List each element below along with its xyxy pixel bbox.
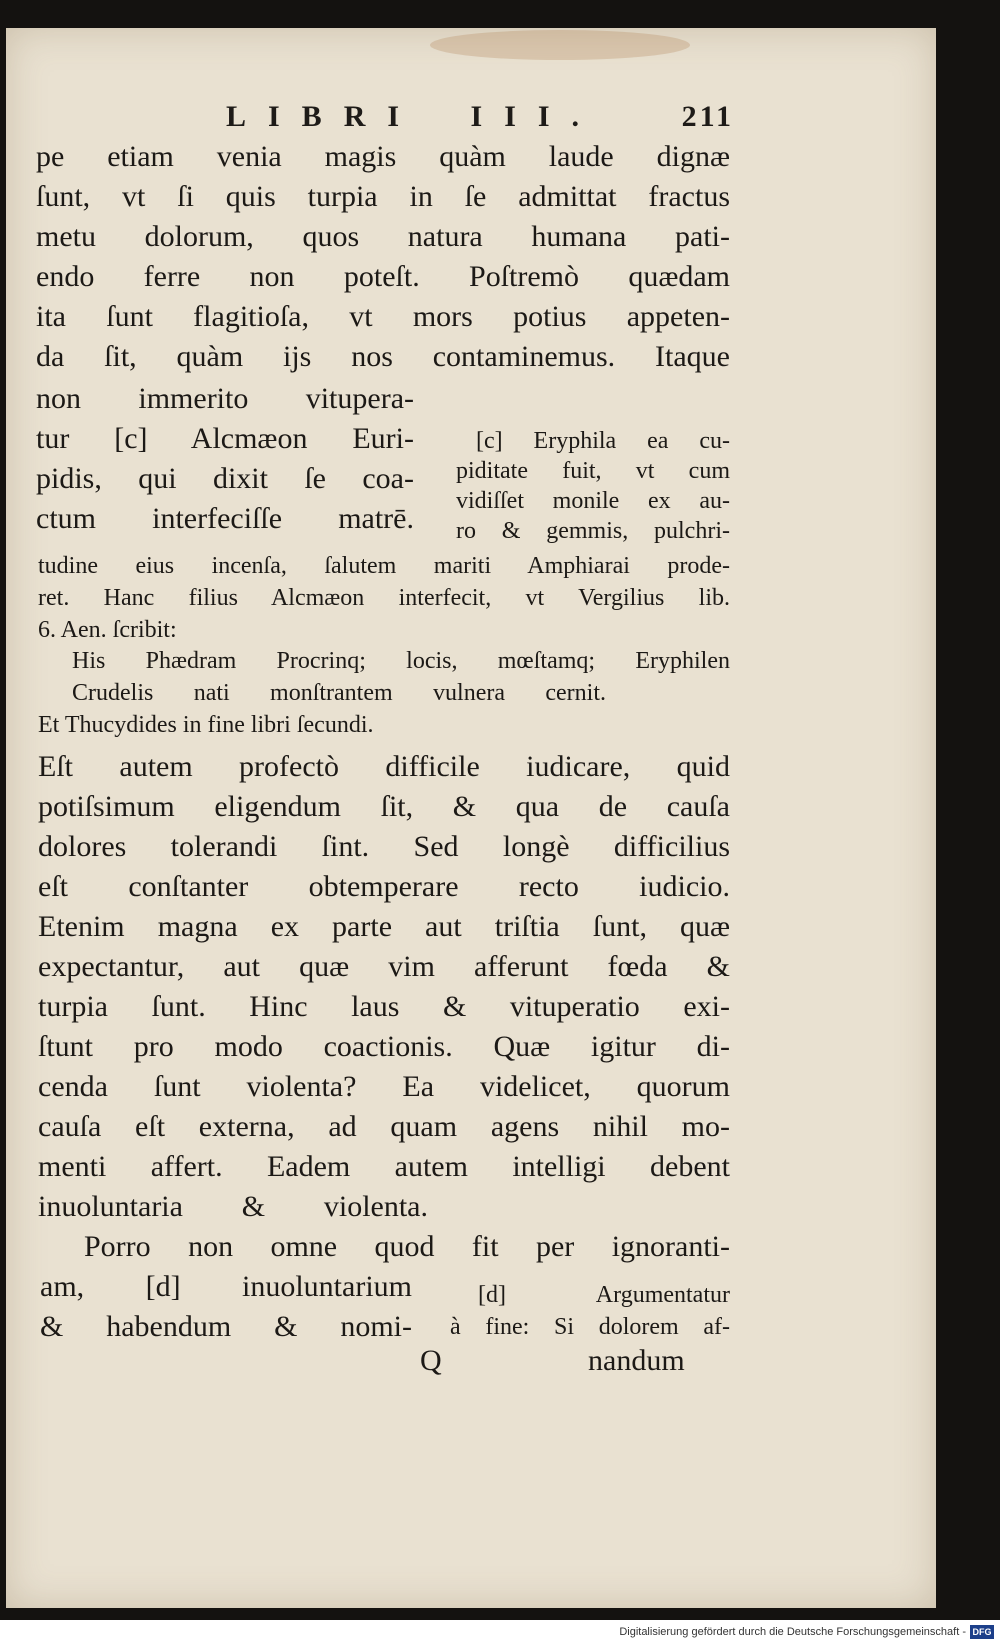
note-line: tudine eius incenſa, ſalutem mariti Amphiarai prode- — [38, 553, 730, 579]
text-line: eſt conſtanter obtemperare recto iudicio. — [38, 870, 730, 903]
text-line: ſunt, vt ſi quis turpia in ſe admittat fractus — [36, 180, 730, 213]
text-line: non immerito vitupera- — [36, 382, 414, 415]
text-line: endo ferre non poteſt. Poſtremò quædam — [36, 260, 730, 293]
text-line: tur [c] Alcmæon Euri- — [36, 422, 414, 455]
note-line: [d] Argumentatur — [478, 1282, 730, 1308]
funding-credit: Digitalisierung gefördert durch die Deutsche Forschungsgemeinschaft - — [619, 1626, 966, 1638]
text-line: Eſt autem profectò difficile iudicare, quid — [38, 750, 730, 783]
note-line: [c] Eryphila ea cu- — [476, 428, 730, 454]
text-line: pe etiam venia magis quàm laude dignæ — [36, 140, 730, 173]
signature-mark: Q — [420, 1344, 442, 1377]
running-title: LIBRI III. — [226, 100, 602, 133]
paper-stain — [430, 30, 690, 60]
catchword: nandum — [588, 1344, 685, 1377]
page-number: 211 — [681, 100, 734, 133]
text-line: & habendum & nomi- — [40, 1310, 412, 1343]
text-line: cauſa eſt externa, ad quam agens nihil mo- — [38, 1110, 730, 1143]
note-line: 6. Aen. ſcribit: — [38, 617, 177, 643]
digitization-footer — [0, 1620, 1000, 1647]
note-line: vidiſſet monile ex au- — [456, 488, 730, 514]
text-line: menti affert. Eadem autem intelligi debent — [38, 1150, 730, 1183]
text-line: da ſit, quàm ijs nos contaminemus. Itaque — [36, 340, 730, 373]
text-line: expectantur, aut quæ vim afferunt fœda & — [38, 950, 730, 983]
text-line: am, [d] inuoluntarium — [40, 1270, 412, 1303]
text-line: cenda ſunt violenta? Ea videlicet, quorum — [38, 1070, 730, 1103]
text-line: ſtunt pro modo coactionis. Quæ igitur di- — [38, 1030, 730, 1063]
text-line: Etenim magna ex parte aut triſtia ſunt, quæ — [38, 910, 730, 943]
note-line: Et Thucydides in fine libri ſecundi. — [38, 712, 374, 738]
text-line: ctum interfeciſſe matrē. — [36, 502, 414, 535]
text-line: dolores tolerandi ſint. Sed longè difficilius — [38, 830, 730, 863]
text-line: Porro non omne quod fit per ignoranti- — [84, 1230, 730, 1263]
verse-line: His Phædram Procrinq; locis, mœſtamq; Eryphilen — [72, 648, 730, 674]
text-line: ita ſunt flagitioſa, vt mors potius appeten- — [36, 300, 730, 333]
text-line: inuoluntaria & violenta. — [38, 1190, 428, 1223]
text-line: potiſsimum eligendum ſit, & qua de cauſa — [38, 790, 730, 823]
note-line: piditate fuit, vt cum — [456, 458, 730, 484]
text-line: metu dolorum, quos natura humana pati- — [36, 220, 730, 253]
text-line: pidis, qui dixit ſe coa- — [36, 462, 414, 495]
note-line: ret. Hanc filius Alcmæon interfecit, vt Vergilius lib. — [38, 585, 730, 611]
dfg-logo-icon: DFG — [970, 1625, 994, 1639]
note-line: à fine: Si dolorem af- — [450, 1314, 730, 1340]
text-line: turpia ſunt. Hinc laus & vituperatio exi- — [38, 990, 730, 1023]
note-line: ro & gemmis, pulchri- — [456, 518, 730, 544]
verse-line: Crudelis nati monſtrantem vulnera cernit. — [72, 680, 606, 706]
